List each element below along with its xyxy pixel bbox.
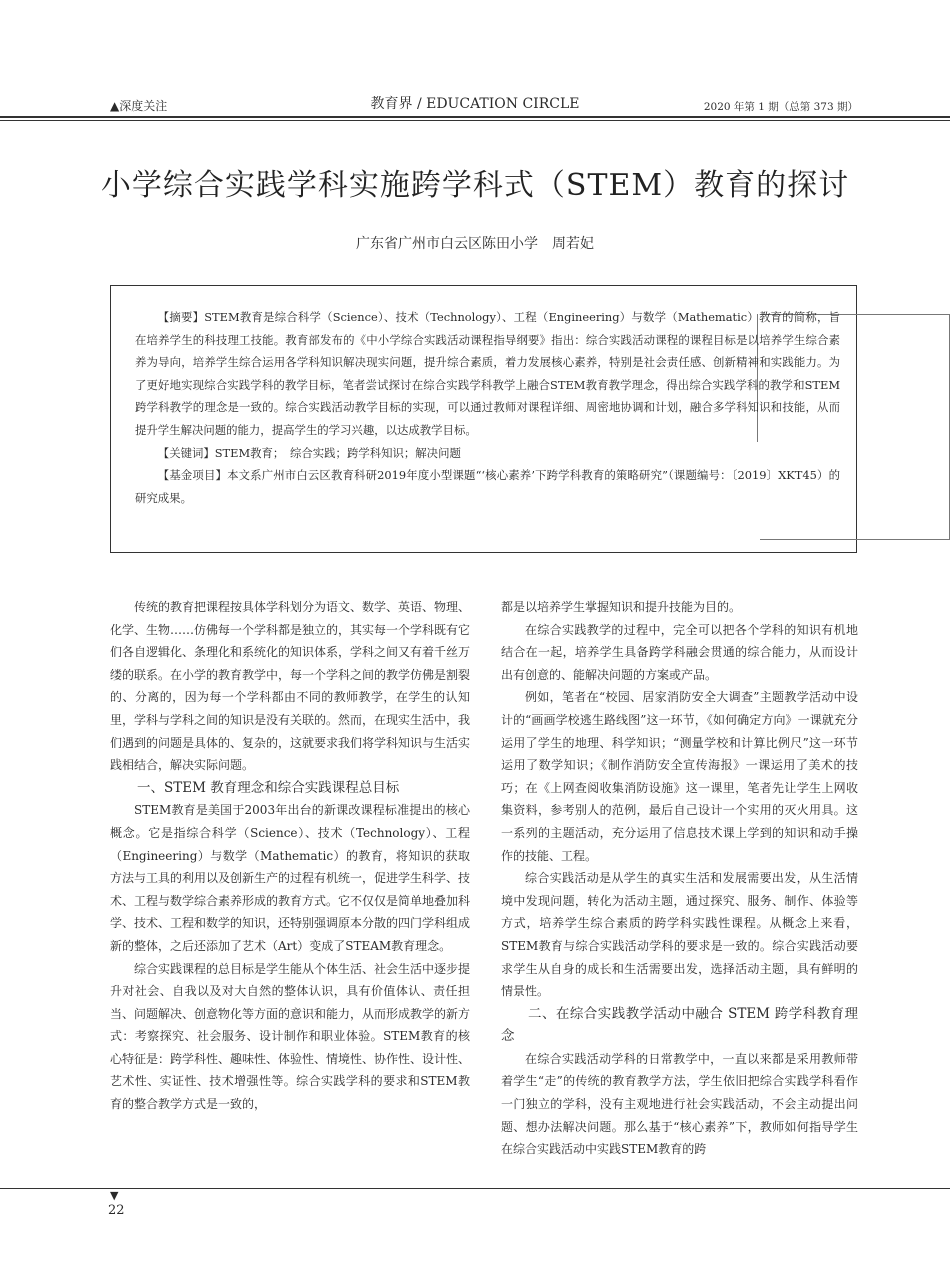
body-left-column (110, 596, 470, 1116)
section-heading: 一、STEM 教育理念和综合实践课程总目标 (137, 779, 400, 796)
body-right-column (501, 596, 858, 1161)
abstract-text: 【摘要】STEM教育是综合科学（Science）、技术（Technology）、工程（Engineering）与数学（Mathematic）教育的简称，旨在培养学生的科技理工技能。教育部发布的《中小学综合实践活动课程指导纲要》指出：综合实践活动课程的课程目标是以培养学生综合素养为导向，培养学生综合运用各学科知识解决现实问题，提升综合素质，着力发展核心素养，特别是社会责任感、创新精神和实践能力。为了更好地实现综合实践学科的教学目标，笔者尝试探讨在综合实践学科教学上融合STEM教育教学理念，得出综合实践学科的教学和STEM跨学科教学的理念是一致的。综合实践活动教学目标的实现，可以通过教师对课程详细、周密地协调和计划，融合多学科知识和技能，从而提升学生解决问题的能力，提高学生的学习兴趣，以达成教学目标。 (135, 310, 840, 437)
page-marker-triangle: ▼ (110, 1189, 119, 1202)
fund-project: 【基金项目】本文系广州市白云区教育科研2019年度小型课题“‘核心素养’下跨学科教育的策略研究”（课题编号：〔2019〕XKT45）的研究成果。 (135, 468, 840, 505)
article-title: 小学综合实践学科实施跨学科式（STEM）教育的探讨 (100, 168, 850, 203)
article-author: 广东省广州市白云区陈田小学 周若妃 (356, 236, 594, 252)
decorative-line-bottom (760, 539, 950, 540)
running-header-journal: 教育界 / EDUCATION CIRCLE (370, 96, 580, 112)
paragraph-continued: 都是以培养学生掌握知识和提升技能为目的。 (501, 600, 742, 614)
paragraph: 在综合实践教学的过程中，完全可以把各个学科的知识有机地结合在一起，培养学生具备跨学科融会贯通的综合能力，从而设计出有创意的、能解决问题的方案或产品。 (501, 622, 858, 682)
header-rule-thin (0, 120, 950, 121)
paragraph: 综合实践活动是从学生的真实生活和发展需要出发，从生活情境中发现问题，转化为活动主题，通过探究、服务、制作、体验等方式，培养学生综合素质的跨学科实践性课程。从概念上来看，STEM教育与综合实践活动学科的要求是一致的。综合实践活动要求学生从自身的成长和生活需要出发，选择活动主题，具有鲜明的情景性。 (501, 871, 858, 999)
running-header-section: ▲深度关注 (110, 99, 168, 113)
header-rule-thick (0, 116, 950, 118)
running-header-issue: 2020 年第 1 期（总第 373 期） (703, 101, 858, 113)
paragraph: 例如，笔者在“校园、居家消防安全大调查”主题教学活动中设计的“画画学校逃生路线图”这一环节，《如何确定方向》一课就充分运用了学生的地理、科学知识；“测量学校和计算比例尺”这一环节运用了数学知识；《制作消防安全宣传海报》一课运用了美术的技巧；在《上网查阅收集消防设施》这一课里，笔者先让学生上网收集资料，参考别人的范例，最后自己设计一个实用的灭火用具。这一系列的主题活动，充分运用了信息技术课上学到的知识和动手操作的技能、工程。 (501, 690, 858, 863)
section-heading: 二、在综合实践教学活动中融合 STEM 跨学科教育理念 (501, 1005, 858, 1045)
paragraph: 在综合实践活动学科的日常教学中，一直以来都是采用教师带着学生“走”的传统的教育教学方法，学生依旧把综合实践学科看作一门独立的学科，没有主观地进行社会实践活动，不会主动提出问题、想办法解决问题。那么基于“核心素养”下，教师如何指导学生在综合实践活动中实践STEM教育的跨 (501, 1051, 858, 1157)
page-number: 22 (108, 1203, 125, 1218)
paragraph: STEM教育是美国于2003年出台的新课改课程标准提出的核心概念。它是指综合科学（Science）、技术（Technology）、工程（Engineering）与数学（Mathematic）的教育，将知识的获取方法与工具的利用以及创新生产的过程有机统一，促进学生科学、技术、工程与数学综合素养形成的教育方式。它不仅仅是简单地叠加科学、技术、工程和数学的知识，还特别强调原本分散的四门学科组成新的整体，之后还添加了艺术（Art）变成了STEAM教育理念。 (110, 803, 471, 953)
paragraph: 综合实践课程的总目标是学生能从个体生活、社会生活中逐步提升对社会、自我以及对大自然的整体认识，具有价值体认、责任担当、问题解决、创意物化等方面的意识和能力，从而形成教学的新方式：考察探究、社会服务、设计制作和职业体验。STEM教育的核心特征是：跨学科性、趣味性、体验性、情境性、协作性、设计性、艺术性、实证性、技术增强性等。综合实践学科的要求和STEM教育的整合教学方式是一致的， (110, 961, 471, 1112)
abstract-content (135, 306, 840, 509)
keywords: 【关键词】STEM教育； 综合实践；跨学科知识；解决问题 (157, 445, 461, 460)
footer-rule (0, 1188, 950, 1189)
paragraph: 传统的教育把课程按具体学科划分为语文、数学、英语、物理、化学、生物……仿佛每一个学科都是独立的，其实每一个学科既有它们各自逻辑化、条理化和系统化的知识体系，学科之间又有着千丝万缕的联系。在小学的教育教学中，每一个学科之间的教学仿佛是割裂的、分离的，因为每一个学科都由不同的教师教学，在学生的认知里，学科与学科之间的知识是没有关联的。然而，在现实生活中，我们遇到的问题是具体的、复杂的，这就要求我们将学科知识与生活实践相结合，解决实际问题。 (110, 600, 471, 773)
